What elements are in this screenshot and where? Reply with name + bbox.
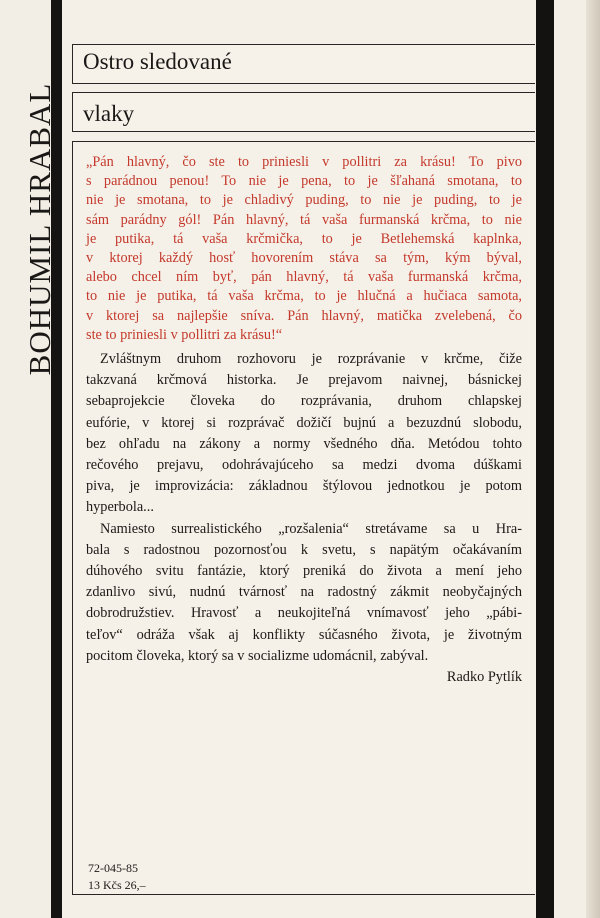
quote-line: v ktorej každý hosť hovorením stáva sa tým, kým býval, [86,250,522,267]
quote-line: to nie je putika, tá vaša krčma, to je hlučná a hučiaca samota, [86,288,522,305]
quote-block [86,153,522,345]
blurb-line: Zvláštnym druhom rozhovoru je rozprávanie v krčme, čiže [100,351,522,367]
title-line-1: Ostro sledované [83,49,232,74]
blurb-line: Namiesto surrealistického „rozšalenia“ stretávame sa u Hra- [100,520,522,537]
blurb-line: pocitom človeka, ktorý sa v socializme udomácnil, zabýval. [86,647,429,664]
blurb-line: eufórie, v ktorej si rozprávač dožičí bujnú a bezuzdnú slobodu, [86,414,522,431]
quote-line: „Pán hlavný, čo ste to priniesli v pollitri za krásu! To pivo [86,154,522,170]
blurb-line: teľov“ odráža však aj konflikty súčasného života, je životným [86,626,522,643]
quote-line: alebo chcel ním byť, pán hlavný, tá vaša furmanská krčma, [86,269,522,286]
blurb-line: rečového prejavu, odohrávajúceho sa medzi dvoma dúškami [86,457,522,474]
quote-line: s parádnou penou! To nie je pena, to je šľahaná smotana, to [86,173,522,190]
quote-line: sám parádny gól! Pán hlavný, tá vaša furmanská krčma, to nie [86,211,522,228]
quote-line: je putika, tá vaša krčmička, to je Betlehemská kaplnka, [86,230,522,247]
title-box-2 [72,92,535,132]
author-name: BOHUMIL HRABAL [22,82,57,376]
title-line-2: vlaky [83,101,135,126]
blurb-line: hyperbola... [86,499,154,516]
right-edge-shadow [586,0,600,918]
blurb-line: takzvaná krčmová historka. Je prejavom naivnej, básnickej [86,372,522,389]
right-black-bar [536,0,554,918]
quote-line: v ktorej sa najlepšie sníva. Pán hlavný, matička zvelebená, čo [86,307,522,324]
price: 13 Kčs 26,– [88,878,146,892]
catalog-code: 72-045-85 [88,861,138,875]
blurb-line: bala s radostnou pozornosťou k svetu, s napätým očakávaním [86,541,522,558]
blurb-line: dúhového svitu fantázie, ktorý preniká do života a mení jeho [86,563,522,580]
blurb-line: piva, je improvizácia: základnou štýlovou jednotkou je potom [86,478,522,495]
catalog-info [88,860,146,894]
blurb-line: bez ohľadu na zákony a normy všedného dňa. Metódou tohto [86,435,522,452]
signature: Radko Pytlík [446,669,522,686]
quote-line: nie je smotana, to je chladivý puding, to nie je puding, to je [86,192,522,209]
blurb-line: zdanlivo sivú, nudnú tvárnosť na radostný zákmit neobyčajných [86,584,522,601]
quote-line: ste to priniesli v pollitri za krásu!“ [86,326,283,343]
title-box-1 [72,44,535,84]
critic-blurb [86,349,522,688]
blurb-line: sebaprojekcie človeka do rozprávania, druhom chlapskej [86,393,522,410]
blurb-line: dobrodružstiev. Hravosť a neukojiteľná vnímavosť jeho „pábi- [86,605,522,622]
